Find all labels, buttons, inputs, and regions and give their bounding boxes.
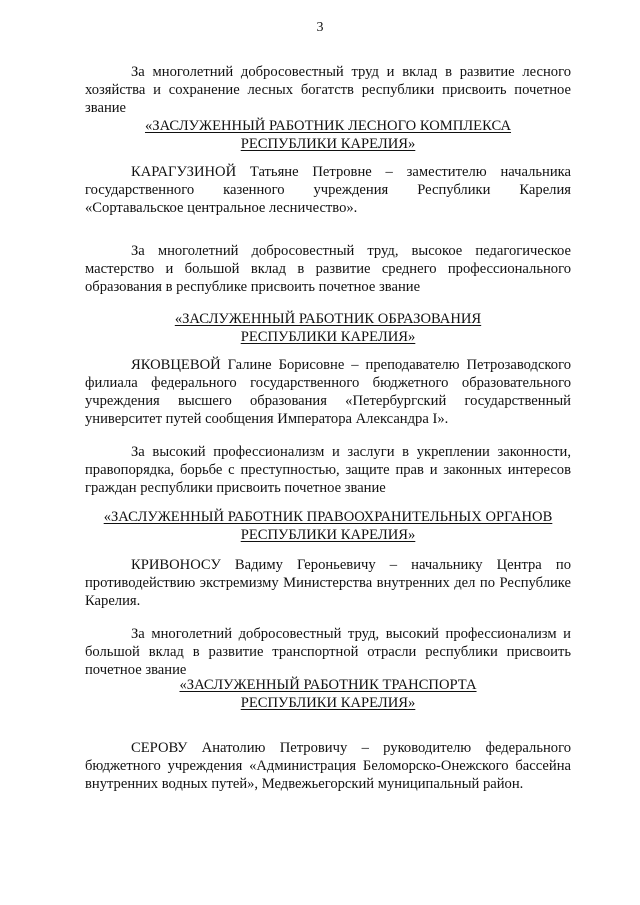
title-line-2: РЕСПУБЛИКИ КАРЕЛИЯ» (240, 329, 416, 345)
awardee-text: КРИВОНОСУ Вадиму Героньевичу – начальнику Центра по противодействию экстремизму Министерства внутренних дел по Республике Карелия. (85, 557, 571, 609)
title-line-2: РЕСПУБЛИКИ КАРЕЛИЯ» (240, 695, 416, 711)
preamble-text: За многолетний добросовестный труд, высокий профессионализм и большой вклад в развитие транспортной отрасли республики присвоить почетное звание (85, 626, 571, 678)
title-line-1: «ЗАСЛУЖЕННЫЙ РАБОТНИК ТРАНСПОРТА (179, 677, 477, 693)
preamble-text: За многолетний добросовестный труд, высокое педагогическое мастерство и большой вклад в развитие среднего профессионального образования в республике присвоить почетное звание (85, 243, 571, 295)
title-line-2: РЕСПУБЛИКИ КАРЕЛИЯ» (240, 527, 416, 543)
title-line-2: РЕСПУБЛИКИ КАРЕЛИЯ» (240, 136, 416, 152)
section-2-preamble (85, 242, 571, 296)
section-4-preamble (85, 625, 571, 679)
title-line-1: «ЗАСЛУЖЕННЫЙ РАБОТНИК ЛЕСНОГО КОМПЛЕКСА (144, 118, 512, 134)
awardee-text: ЯКОВЦЕВОЙ Галине Борисовне – преподавателю Петрозаводского филиала федерального государственного бюджетного образовательного учреждения высшего образования «Петербургский государственный университет путей сообщения Императора Александра I». (85, 357, 571, 427)
awardee-text: КАРАГУЗИНОЙ Татьяне Петровне – заместителю начальника государственного казенного учреждения Республики Карелия «Сортавальское центральное лесничество». (85, 164, 571, 216)
section-1-title (60, 117, 596, 153)
section-3-title (60, 508, 596, 544)
awardee-text: СЕРОВУ Анатолию Петровичу – руководителю федерального бюджетного учреждения «Администрация Беломорско-Онежского бассейна внутренних водных путей», Медвежьегорский муниципальный район. (85, 740, 571, 792)
page-number: 3 (316, 20, 324, 35)
section-4-title (60, 676, 596, 712)
section-4-awardee (85, 739, 571, 793)
section-3-awardee (85, 556, 571, 610)
title-line-1: «ЗАСЛУЖЕННЫЙ РАБОТНИК ПРАВООХРАНИТЕЛЬНЫХ ОРГАНОВ (103, 509, 553, 525)
preamble-text: За многолетний добросовестный труд и вклад в развитие лесного хозяйства и сохранение лесных богатств республики присвоить почетное звание (85, 64, 571, 116)
section-1-awardee (85, 163, 571, 217)
section-2-title (60, 310, 596, 346)
section-3-preamble (85, 443, 571, 497)
section-1-preamble (85, 63, 571, 117)
preamble-text: За высокий профессионализм и заслуги в укреплении законности, правопорядка, борьбе с преступностью, защите прав и законных интересов граждан республики присвоить почетное звание (85, 444, 571, 496)
title-line-1: «ЗАСЛУЖЕННЫЙ РАБОТНИК ОБРАЗОВАНИЯ (174, 311, 482, 327)
section-2-awardee (85, 356, 571, 428)
